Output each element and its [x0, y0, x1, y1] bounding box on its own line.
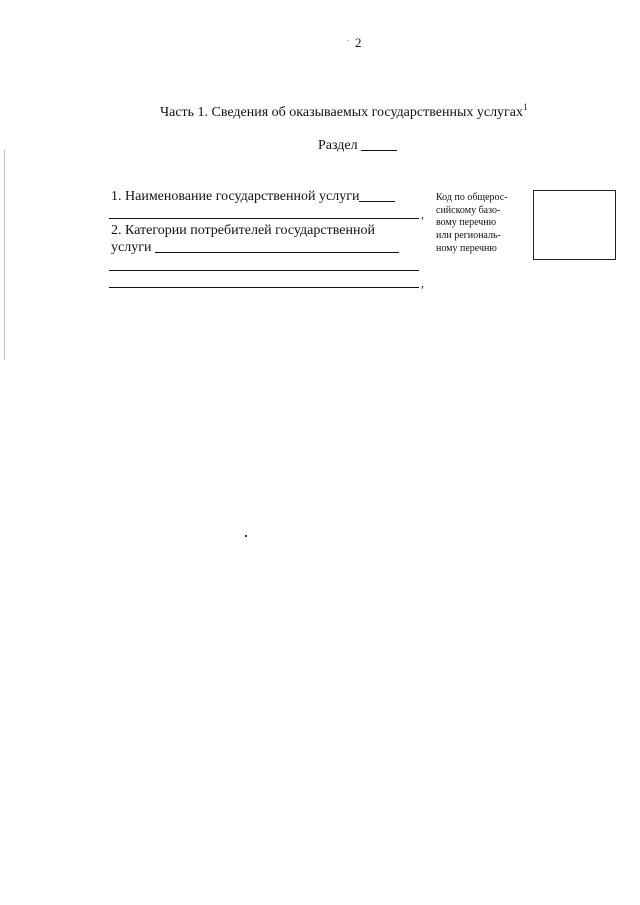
- section-title: [318, 138, 397, 154]
- service-name-comma: ,: [421, 207, 424, 221]
- part-title-text: Часть 1. Сведения об оказываемых государственных услугах: [160, 105, 524, 120]
- scan-mark: [347, 40, 349, 41]
- code-label-line: сийскому базо-: [436, 204, 501, 216]
- consumers-line-2[interactable]: [109, 270, 419, 271]
- service-name-blank[interactable]: [359, 201, 395, 202]
- code-box[interactable]: [533, 190, 616, 260]
- code-label-line: ному перечню: [436, 242, 497, 254]
- consumers-field: [111, 240, 399, 256]
- scan-mark: [4, 150, 5, 360]
- part-title-footnote: 1: [523, 102, 528, 112]
- consumers-label-line1: 2. Категории потребителей государственной: [111, 223, 375, 238]
- code-label: [436, 192, 526, 256]
- consumers-blank[interactable]: [155, 252, 399, 253]
- part-title: [160, 102, 528, 121]
- code-label-line: или региональ-: [436, 230, 501, 242]
- service-name-field: [111, 189, 395, 205]
- consumers-comma: ,: [421, 276, 424, 290]
- code-label-line: вому перечню: [436, 217, 497, 229]
- consumers-line-3[interactable]: [109, 287, 419, 288]
- code-label-line: Код по общерос-: [436, 192, 508, 203]
- service-name-label: 1. Наименование государственной услуги: [111, 189, 360, 204]
- section-number-blank[interactable]: [361, 150, 397, 151]
- consumers-label-line2: услуги: [111, 240, 152, 255]
- scan-mark: [245, 535, 247, 537]
- page-number: 2: [355, 35, 362, 50]
- service-name-line[interactable]: [109, 218, 419, 219]
- section-label: Раздел: [318, 138, 358, 153]
